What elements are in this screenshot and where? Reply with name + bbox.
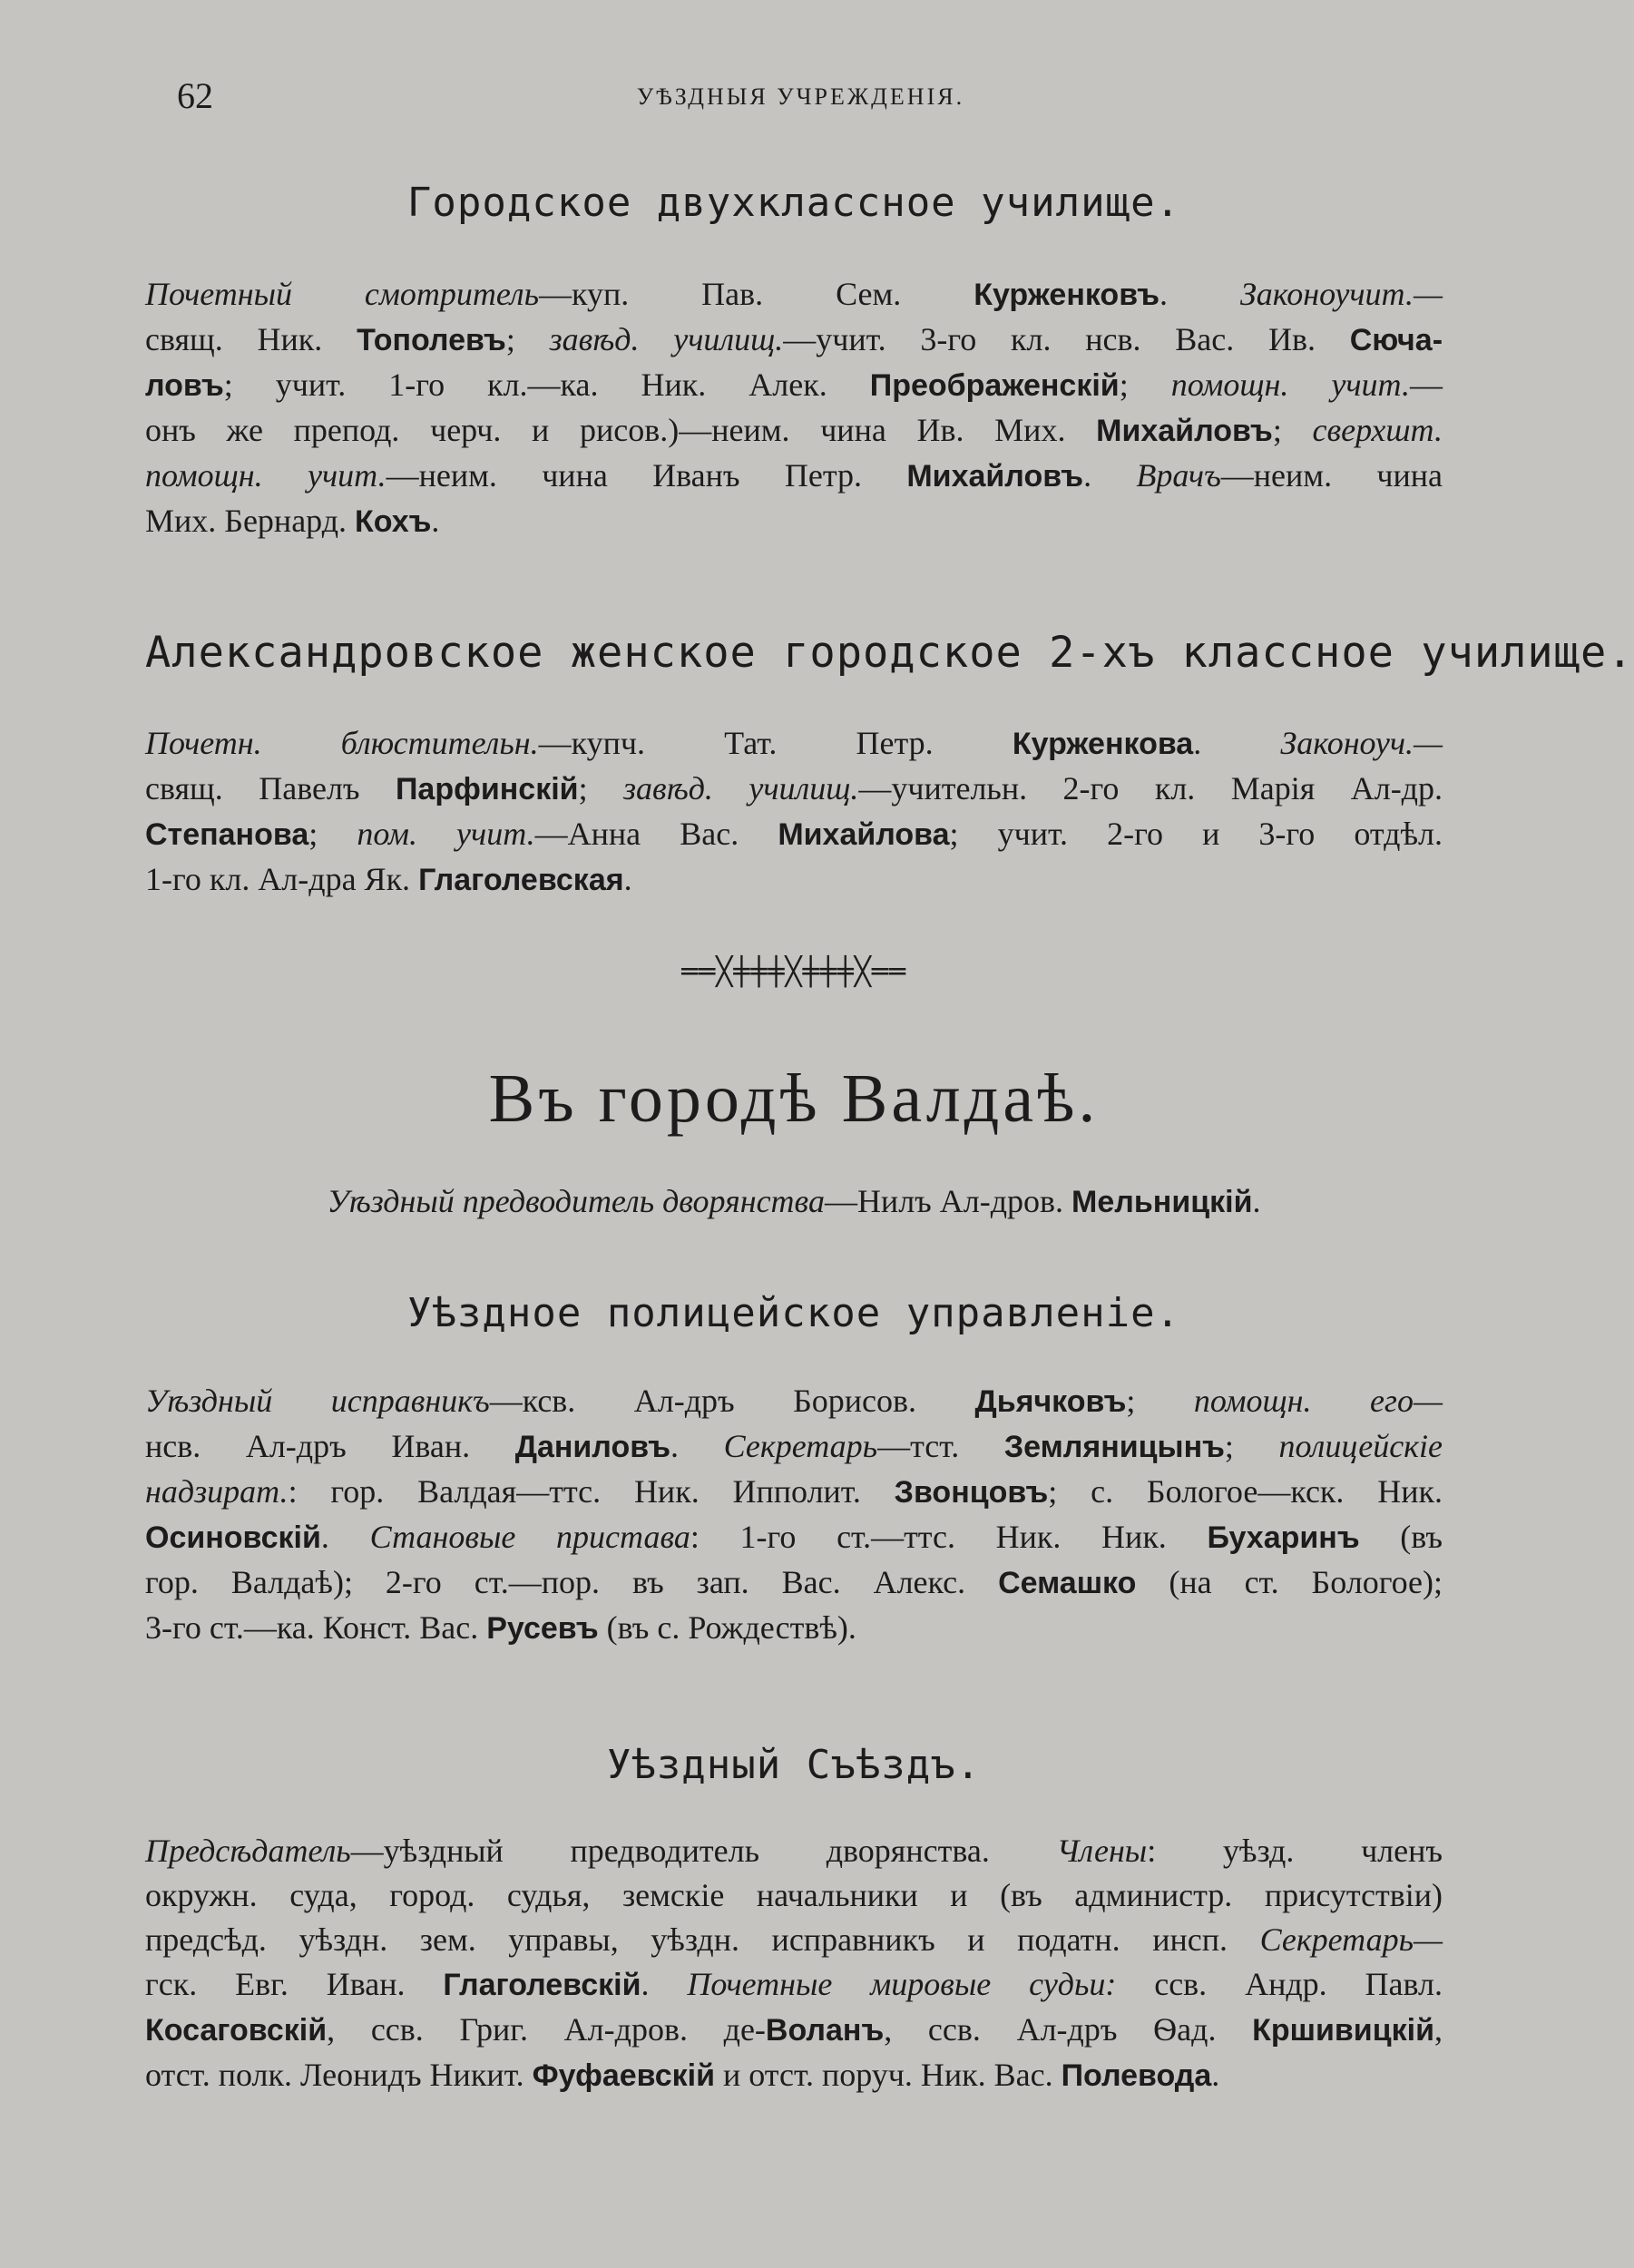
text-run: и отст. поруч. Ник. Вас. (715, 2057, 1062, 2093)
section-body (145, 272, 1443, 544)
person-surname: Фуфаевскій (532, 2058, 715, 2093)
person-surname: Земляницынъ (1003, 1430, 1225, 1464)
text-line (145, 318, 1443, 363)
person-surname: Курженковъ (974, 278, 1160, 312)
city-title: Въ городѣ Валдаѣ. (488, 1061, 1100, 1137)
person-surname: Семашко (998, 1566, 1137, 1600)
position-title: Предсѣдатель (145, 1833, 351, 1869)
text-run: . (1083, 457, 1137, 494)
section-heading: Городское двухклассное училище. (406, 180, 1181, 226)
text-run: ; (1126, 1383, 1194, 1419)
person-surname: Глаголевская (418, 863, 624, 897)
text-run: : гор. Валдая—ттс. Ник. Ипполит. (288, 1473, 895, 1510)
person-surname: Курженкова (1012, 727, 1194, 761)
position-title: Почетн. блюстительн. (145, 725, 539, 761)
text-run: . (431, 503, 440, 539)
position-title: Законоучит.— (1239, 276, 1443, 312)
person-surname: Звонцовъ (894, 1475, 1049, 1510)
person-surname: Дьячковъ (974, 1384, 1127, 1419)
text-run: —ксв. Ал-дръ Борисов. (489, 1383, 975, 1419)
text-run: онъ же препод. черч. и рисов.)—неим. чина Ив. Мих. (145, 412, 1097, 448)
text-run: свящ. Павелъ (145, 770, 396, 807)
text-line (145, 1606, 1443, 1651)
text-run: —Анна Вас. (534, 816, 778, 852)
text-run: —купч. Тат. Петр. (538, 725, 1013, 761)
text-line (145, 767, 1443, 812)
text-run: ; (1119, 367, 1171, 403)
text-run: , (1433, 2011, 1443, 2048)
person-surname: Преображенскій (869, 368, 1120, 403)
text-line (145, 857, 1443, 903)
text-line (145, 499, 1443, 544)
text-line (145, 812, 1443, 857)
text-run: 3-го ст.—ка. Конст. Вас. (145, 1609, 487, 1646)
text-run: 1-го кл. Ал-дра Як. (145, 861, 419, 897)
person-surname: Парфинскій (395, 772, 579, 807)
position-title: завѣд. училищ. (549, 321, 784, 357)
text-run: ; (505, 321, 550, 357)
text-line (145, 454, 1443, 499)
section-body (145, 1829, 1443, 2098)
person-surname: Глаголевскій (443, 1968, 641, 2002)
position-title: помощн. учит. (145, 457, 386, 494)
text-run: . (623, 861, 632, 897)
person-surname: Бухаринъ (1207, 1520, 1360, 1555)
text-run: ; учит. 1-го кл.—ка. Ник. Алек. (223, 367, 870, 403)
person-surname: Сюча- (1349, 323, 1443, 357)
text-line (145, 1873, 1443, 1918)
section-body (145, 721, 1443, 903)
text-run: (на ст. Бологое); (1136, 1564, 1443, 1600)
text-line (145, 2053, 1443, 2098)
position-title: Члены (1056, 1833, 1148, 1869)
position-title: помощн. учит. (1170, 367, 1410, 403)
text-run: ; учит. 2-го и 3-го отдѣл. (949, 816, 1443, 852)
position-title: сверхшт. (1312, 412, 1443, 448)
person-surname: Михайловъ (906, 459, 1084, 494)
position-title: полицейскіе (1278, 1428, 1443, 1464)
text-line (145, 1179, 1443, 1225)
person-surname: ловъ (145, 368, 224, 403)
position-title: Уѣздный исправникъ (145, 1383, 490, 1419)
text-line (145, 1470, 1443, 1515)
text-run: —неим. чина Иванъ Петр. (386, 457, 907, 494)
section-heading: Уѣздный Съѣздъ. (606, 1742, 982, 1788)
person-surname: Осиновскій (145, 1520, 321, 1555)
person-surname: Тополевъ (357, 323, 506, 357)
person-surname: Мельницкій (1071, 1185, 1253, 1219)
text-run: предсѣд. уѣздн. зем. управы, уѣздн. исправникъ и податн. инсп. (145, 1921, 1260, 1958)
person-surname: Русевъ (486, 1611, 599, 1646)
text-run: ; с. Бологое—кск. Ник. (1048, 1473, 1443, 1510)
position-title: Уѣздный предводитель дворянства (327, 1183, 825, 1219)
person-surname: Кршивицкій (1252, 2013, 1434, 2048)
position-title: Становые пристава (369, 1519, 690, 1555)
text-line (145, 363, 1443, 408)
text-run: —неим. чина (1220, 457, 1443, 494)
person-surname: Даниловъ (514, 1430, 671, 1464)
text-run: : 1-го ст.—ттс. Ник. Ник. (690, 1519, 1208, 1555)
text-line (145, 1560, 1443, 1606)
text-run: , ссв. Ал-дръ Ѳад. (884, 2011, 1253, 2048)
text-run: гск. Евг. Иван. (145, 1966, 444, 2002)
text-line (145, 1918, 1443, 1962)
text-run: ; (1272, 412, 1313, 448)
position-title: Врачъ (1136, 457, 1221, 494)
section-heading: Уѣздное полицейское управленіе. (406, 1290, 1181, 1336)
text-line (145, 1515, 1443, 1560)
text-run: гор. Валдаѣ); 2-го ст.—пор. въ зап. Вас. Алекс. (145, 1564, 999, 1600)
position-title: надзират. (145, 1473, 289, 1510)
page-header (177, 74, 1424, 120)
position-title: Секретарь (723, 1428, 878, 1464)
position-title: помощн. его— (1193, 1383, 1443, 1419)
text-run: —Нилъ Ал-дров. (824, 1183, 1072, 1219)
person-surname: Михайлова (778, 817, 950, 852)
text-run: нсв. Ал-дръ Иван. (145, 1428, 515, 1464)
ornament-divider: ══╳╪╪╪╳╪╪╪╳══ (681, 956, 906, 988)
text-line (145, 1962, 1443, 2008)
text-run: ; (578, 770, 624, 807)
person-surname: Воланъ (765, 2013, 885, 2048)
position-title: Почетные мировые судьи: (687, 1966, 1117, 2002)
text-run: (въ (1359, 1519, 1443, 1555)
text-run: свящ. Ник. (145, 321, 357, 357)
text-run: . (1193, 725, 1281, 761)
position-title: Почетный смотритель (145, 276, 540, 312)
text-run: отст. полк. Леонидъ Никит. (145, 2057, 533, 2093)
text-run: Мих. Бернард. (145, 503, 356, 539)
text-run: —учительн. 2-го кл. Марія Ал-др. (858, 770, 1443, 807)
position-title: Секретарь— (1259, 1921, 1443, 1958)
person-surname: Косаговскій (145, 2013, 328, 2048)
position-title: пом. учит. (357, 816, 535, 852)
text-run: . (320, 1519, 370, 1555)
text-run: . (1211, 2057, 1220, 2093)
text-line (145, 1424, 1443, 1470)
page-number: 62 (177, 75, 213, 116)
text-line (145, 721, 1443, 767)
text-run: , ссв. Григ. Ал-дров. де- (327, 2011, 766, 2048)
running-title: УѢЗДНЫЯ УЧРЕЖДЕНІЯ. (636, 83, 965, 110)
text-run: окружн. суда, город. судья, земскіе начальники и (въ администр. присутствіи) (145, 1877, 1443, 1913)
text-run: — (1410, 367, 1443, 403)
marshal-line (145, 1179, 1443, 1225)
text-run: . (641, 1966, 688, 2002)
text-run: . (670, 1428, 724, 1464)
text-line (145, 272, 1443, 318)
section-body (145, 1379, 1443, 1651)
text-run: ; (308, 816, 357, 852)
text-run: ссв. Андр. Павл. (1116, 1966, 1443, 2002)
position-title: завѣд. училищ. (623, 770, 859, 807)
text-line (145, 2008, 1443, 2053)
text-run: . (1252, 1183, 1261, 1219)
section-heading: Александровское женское городское 2-хъ классное училище. (145, 628, 1634, 678)
text-run: (въ с. Рождествѣ). (598, 1609, 856, 1646)
text-run: —тст. (877, 1428, 1004, 1464)
text-run: —учит. 3-го кл. нсв. Вас. Ив. (783, 321, 1350, 357)
position-title: Законоуч.— (1280, 725, 1443, 761)
person-surname: Кохъ (355, 504, 432, 539)
person-surname: Степанова (145, 817, 309, 852)
text-run: —уѣздный предводитель дворянства. (350, 1833, 1057, 1869)
person-surname: Полевода (1061, 2058, 1212, 2093)
text-line (145, 408, 1443, 454)
text-line (145, 1829, 1443, 1873)
text-run: : уѣзд. членъ (1147, 1833, 1443, 1869)
text-run: . (1159, 276, 1240, 312)
text-run: ; (1224, 1428, 1279, 1464)
text-run: —куп. Пав. Сем. (539, 276, 974, 312)
text-line (145, 1379, 1443, 1424)
person-surname: Михайловъ (1096, 414, 1273, 448)
